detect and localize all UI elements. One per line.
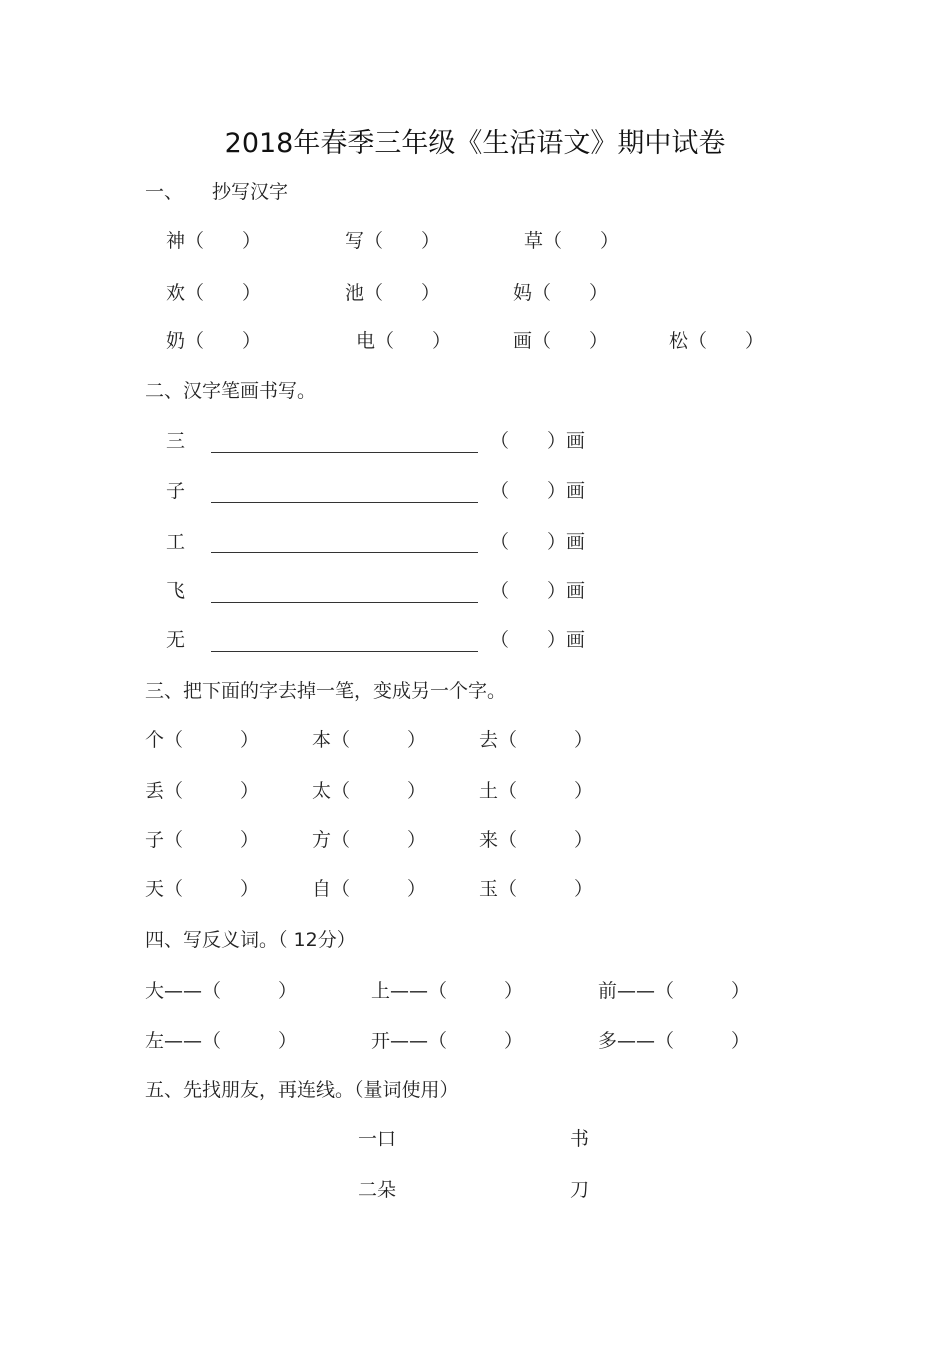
s1-item: 电（ ） bbox=[356, 330, 452, 352]
section3-heading: 三、把下面的字去掉一笔，变成另一个字。 bbox=[145, 680, 507, 702]
s3-item: 自（ ） bbox=[312, 878, 427, 900]
s2-stroke-count: （ ）画 bbox=[490, 629, 586, 651]
s4-item: 多——（ ） bbox=[598, 1030, 751, 1052]
s3-item: 去（ ） bbox=[479, 729, 594, 751]
s1-item: 奶（ ） bbox=[166, 330, 262, 352]
s1-item: 松（ ） bbox=[669, 330, 765, 352]
s2-char: 子 bbox=[166, 480, 186, 502]
s2-writing-line[interactable] bbox=[211, 602, 478, 603]
s1-item: 写（ ） bbox=[345, 230, 441, 252]
exam-title: 2018年春季三年级《生活语文》期中试卷 bbox=[224, 128, 726, 159]
s1-item: 妈（ ） bbox=[513, 282, 609, 304]
s2-stroke-count: （ ）画 bbox=[490, 430, 586, 452]
s4-item: 开——（ ） bbox=[371, 1030, 524, 1052]
s1-item: 神（ ） bbox=[166, 230, 262, 252]
s2-char: 飞 bbox=[166, 580, 186, 602]
section2-heading: 二、汉字笔画书写。 bbox=[145, 380, 317, 402]
s4-item: 上——（ ） bbox=[371, 980, 524, 1002]
s3-item: 子（ ） bbox=[145, 829, 260, 851]
section5-heading: 五、先找朋友，再连线。（量词使用） bbox=[145, 1079, 459, 1101]
s1-item: 画（ ） bbox=[513, 330, 609, 352]
s5-left-item[interactable]: 一口 bbox=[358, 1128, 397, 1150]
s2-char: 工 bbox=[166, 531, 186, 553]
s3-item: 丢（ ） bbox=[145, 780, 260, 802]
s4-item: 前——（ ） bbox=[598, 980, 751, 1002]
s3-item: 本（ ） bbox=[312, 729, 427, 751]
s4-item: 大——（ ） bbox=[145, 980, 298, 1002]
s2-char: 三 bbox=[166, 430, 186, 452]
s5-right-item[interactable]: 书 bbox=[570, 1128, 590, 1150]
s3-item: 天（ ） bbox=[145, 878, 260, 900]
s2-char: 无 bbox=[166, 629, 186, 651]
s2-stroke-count: （ ）画 bbox=[490, 531, 586, 553]
s3-item: 土（ ） bbox=[479, 780, 594, 802]
s3-item: 个（ ） bbox=[145, 729, 260, 751]
s2-stroke-count: （ ）画 bbox=[490, 480, 586, 502]
s2-writing-line[interactable] bbox=[211, 502, 478, 503]
s3-item: 来（ ） bbox=[479, 829, 594, 851]
s5-left-item[interactable]: 二朵 bbox=[358, 1179, 397, 1201]
s1-item: 草（ ） bbox=[524, 230, 620, 252]
s2-writing-line[interactable] bbox=[211, 651, 478, 652]
s1-item: 池（ ） bbox=[345, 282, 441, 304]
s2-writing-line[interactable] bbox=[211, 452, 478, 453]
s5-right-item[interactable]: 刀 bbox=[570, 1179, 590, 1201]
section1-heading: 抄写汉字 bbox=[212, 181, 289, 203]
s2-stroke-count: （ ）画 bbox=[490, 580, 586, 602]
s3-item: 方（ ） bbox=[312, 829, 427, 851]
section1-number: 一、 bbox=[145, 181, 184, 203]
s3-item: 太（ ） bbox=[312, 780, 427, 802]
s2-writing-line[interactable] bbox=[211, 552, 478, 553]
s4-item: 左——（ ） bbox=[145, 1030, 298, 1052]
s1-item: 欢（ ） bbox=[166, 282, 262, 304]
section4-heading: 四、写反义词。（ 12分） bbox=[145, 929, 356, 951]
s3-item: 玉（ ） bbox=[479, 878, 594, 900]
